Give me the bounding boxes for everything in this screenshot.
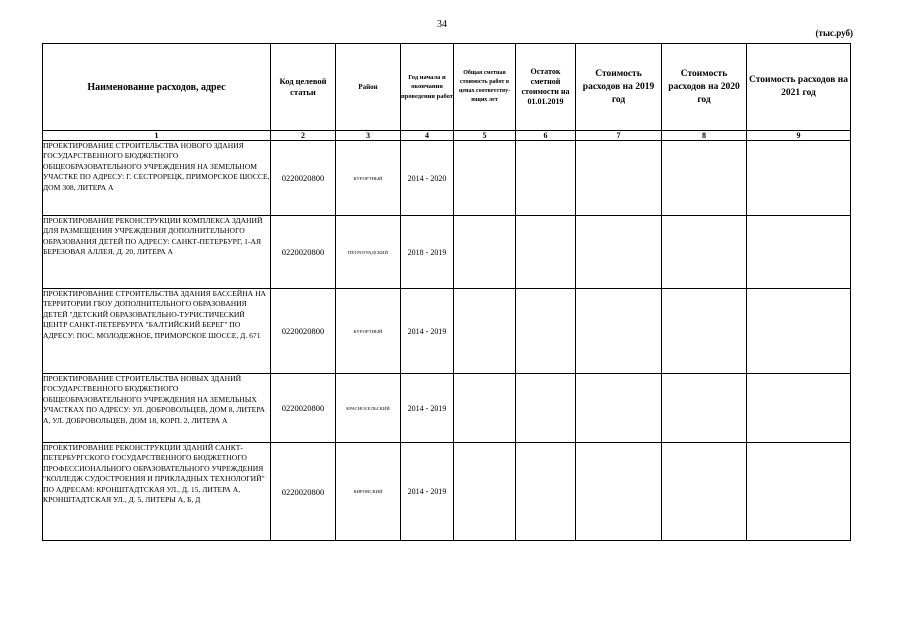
header-row — [43, 44, 851, 131]
target-code: 0220020800 — [271, 216, 336, 289]
table-row — [43, 141, 851, 216]
cost-2020-cell — [662, 374, 747, 443]
cost-2021-cell — [747, 141, 851, 216]
page-number: 34 — [437, 19, 447, 30]
remaining-cell — [516, 141, 576, 216]
expense-name: ПРОЕКТИРОВАНИЕ СТРОИТЕЛЬСТВА ЗДАНИЯ БАССЕЙНА НА ТЕРРИТОРИИ ГБОУ ДОПОЛНИТЕЛЬНОГО ОБРАЗОВАНИЯ ДЕТЕЙ "ДЕТСКИЙ ОБРАЗОВАТЕЛЬНО-ТУРИСТИЧЕСКИЙ ЦЕНТР САНКТ-ПЕТЕРБУРГА "БАЛТИЙСКИЙ БЕРЕГ" ПО АДРЕСУ: ПОС. МОЛОДЕЖНОЕ, ПРИМОРСКОЕ ШОССЕ, Д. 671 — [43, 289, 271, 374]
total-cost-cell — [454, 289, 516, 374]
column-number: 7 — [576, 131, 662, 141]
cost-2020-cell — [662, 141, 747, 216]
target-code: 0220020800 — [271, 374, 336, 443]
header-cost-2020: Стоимость расходов на 2020 год — [662, 44, 747, 131]
cost-2019-cell — [576, 216, 662, 289]
expenses-table — [42, 43, 851, 541]
cost-2019-cell — [576, 374, 662, 443]
work-years: 2014 - 2020 — [401, 141, 454, 216]
total-cost-cell — [454, 443, 516, 541]
header-name: Наименование расходов, адрес — [43, 44, 271, 131]
units-label: (тыс.руб) — [815, 28, 853, 38]
column-number: 8 — [662, 131, 747, 141]
header-total-cost: Общая сметная стоимость работ в ценах соответству-ющих лет — [454, 44, 516, 131]
header-code: Код целевой статьи — [271, 44, 336, 131]
header-cost-2019: Стоимость расходов на 2019 год — [576, 44, 662, 131]
work-years: 2014 - 2019 — [401, 289, 454, 374]
cost-2019-cell — [576, 289, 662, 374]
column-number: 1 — [43, 131, 271, 141]
header-district: Район — [336, 44, 401, 131]
total-cost-cell — [454, 374, 516, 443]
work-years: 2014 - 2019 — [401, 374, 454, 443]
table-row — [43, 216, 851, 289]
district: КИРОВСКИЙ — [336, 443, 401, 541]
target-code: 0220020800 — [271, 289, 336, 374]
expense-name: ПРОЕКТИРОВАНИЕ РЕКОНСТРУКЦИИ ЗДАНИЙ САНКТ-ПЕТЕРБУРГСКОГО ГОСУДАРСТВЕННОГО БЮДЖЕТНОГО ПРОФЕССИОНАЛЬНОГО ОБРАЗОВАТЕЛЬНОГО УЧРЕЖДЕНИЯ "КОЛЛЕДЖ СУДОСТРОЕНИЯ И ПРИКЛАДНЫХ ТЕХНОЛОГИЙ" ПО АДРЕСАМ: КРОНШТАДТСКАЯ УЛ., Д. 15, ЛИТЕРА А, КРОНШТАДТСКАЯ УЛ., Д. 5, ЛИТЕРЫ А, Б, Д — [43, 443, 271, 541]
column-number: 3 — [336, 131, 401, 141]
column-number-row — [43, 131, 851, 141]
cost-2021-cell — [747, 289, 851, 374]
header-years: Год начала и окончания проведения работ — [401, 44, 454, 131]
expense-name: ПРОЕКТИРОВАНИЕ РЕКОНСТРУКЦИИ КОМПЛЕКСА ЗДАНИЙ ДЛЯ РАЗМЕЩЕНИЯ УЧРЕЖДЕНИЯ ДОПОЛНИТЕЛЬНОГО ОБРАЗОВАНИЯ ДЕТЕЙ ПО АДРЕСУ: САНКТ-ПЕТЕРБУРГ, 1-АЯ БЕРЕЗОВАЯ АЛЛЕЯ, Д. 20, ЛИТЕРА А — [43, 216, 271, 289]
remaining-cell — [516, 374, 576, 443]
district: КРАСНОСЕЛЬСКИЙ — [336, 374, 401, 443]
table-row — [43, 289, 851, 374]
cost-2020-cell — [662, 216, 747, 289]
work-years: 2018 - 2019 — [401, 216, 454, 289]
table-row — [43, 443, 851, 541]
cost-2021-cell — [747, 443, 851, 541]
cost-2020-cell — [662, 289, 747, 374]
work-years: 2014 - 2019 — [401, 443, 454, 541]
cost-2021-cell — [747, 216, 851, 289]
cost-2021-cell — [747, 374, 851, 443]
header-cost-2021: Стоимость расходов на 2021 год — [747, 44, 851, 131]
target-code: 0220020800 — [271, 141, 336, 216]
table-row — [43, 374, 851, 443]
cost-2019-cell — [576, 141, 662, 216]
remaining-cell — [516, 443, 576, 541]
district: КУРОРТНЫЙ — [336, 289, 401, 374]
column-number: 6 — [516, 131, 576, 141]
total-cost-cell — [454, 216, 516, 289]
column-number: 5 — [454, 131, 516, 141]
header-remaining: Остаток сметной стоимости на 01.01.2019 — [516, 44, 576, 131]
column-number: 4 — [401, 131, 454, 141]
cost-2020-cell — [662, 443, 747, 541]
expense-name: ПРОЕКТИРОВАНИЕ СТРОИТЕЛЬСТВА НОВОГО ЗДАНИЯ ГОСУДАРСТВЕННОГО БЮДЖЕТНОГО ОБЩЕОБРАЗОВАТЕЛЬНОГО УЧРЕЖДЕНИЯ НА ЗЕМЕЛЬНОМ УЧАСТКЕ ПО АДРЕСУ: Г. СЕСТРОРЕЦК, ПРИМОРСКОЕ ШОССЕ, ДОМ 308, ЛИТЕРА А — [43, 141, 271, 216]
remaining-cell — [516, 216, 576, 289]
remaining-cell — [516, 289, 576, 374]
cost-2019-cell — [576, 443, 662, 541]
target-code: 0220020800 — [271, 443, 336, 541]
column-number: 9 — [747, 131, 851, 141]
total-cost-cell — [454, 141, 516, 216]
district: ПЕТРОГРАДСКИЙ — [336, 216, 401, 289]
district: КУРОРТНЫЙ — [336, 141, 401, 216]
expense-name: ПРОЕКТИРОВАНИЕ СТРОИТЕЛЬСТВА НОВЫХ ЗДАНИЙ ГОСУДАРСТВЕННОГО БЮДЖЕТНОГО ОБЩЕОБРАЗОВАТЕЛЬНОГО УЧРЕЖДЕНИЯ НА ЗЕМЕЛЬНЫХ УЧАСТКАХ ПО АДРЕСУ: УЛ. ДОБРОВОЛЬЦЕВ, ДОМ 8, ЛИТЕРА А, УЛ. ДОБРОВОЛЬЦЕВ, ДОМ 18, КОРП. 2, ЛИТЕРА А — [43, 374, 271, 443]
column-number: 2 — [271, 131, 336, 141]
